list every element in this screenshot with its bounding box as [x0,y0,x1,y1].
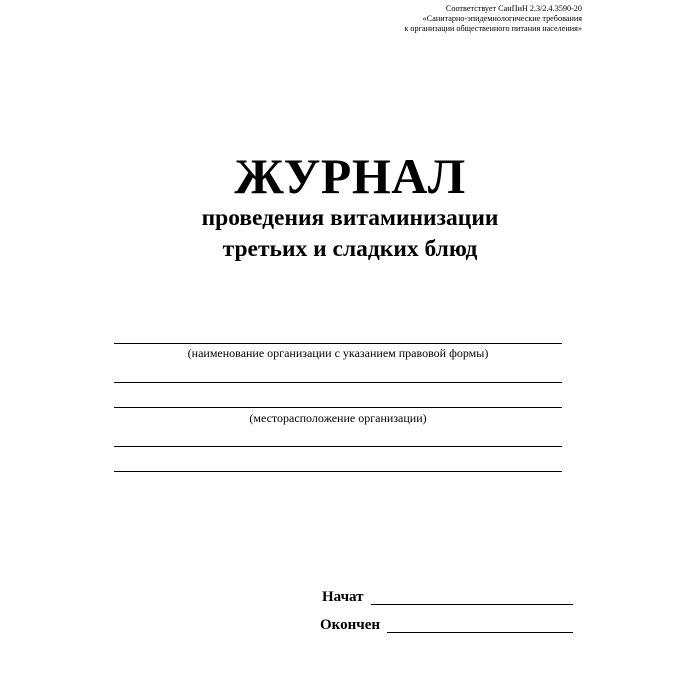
organization-location-caption: (месторасположение организации) [249,411,427,425]
organization-name-line-2 [114,382,562,383]
compliance-line-2: «Санитарно-эпидемиологические требования [422,14,582,23]
compliance-note [322,4,582,34]
subtitle-line-2: третьих и сладких блюд [222,236,478,262]
organization-name-caption: (наименование организации с указанием правовой формы) [187,346,489,360]
organization-location-line-3 [114,471,562,472]
started-date-line [371,604,573,605]
organization-location-line [114,407,562,408]
started-label: Начат [322,589,364,605]
organization-location-line-2 [114,446,562,447]
subtitle-line-1: проведения витаминизации [201,205,499,231]
finished-row [0,616,700,636]
journal-subtitle [0,203,700,265]
compliance-line-3: к организации общественного питания населения» [404,24,582,33]
started-row [0,588,700,608]
finished-label: Окончен [320,617,381,633]
journal-title: ЖУРНАЛ [234,148,466,204]
organization-name-line [114,343,562,344]
finished-date-line [387,632,573,633]
compliance-line-1: Соответствует СанПиН 2.3/2.4.3590-20 [445,4,582,13]
